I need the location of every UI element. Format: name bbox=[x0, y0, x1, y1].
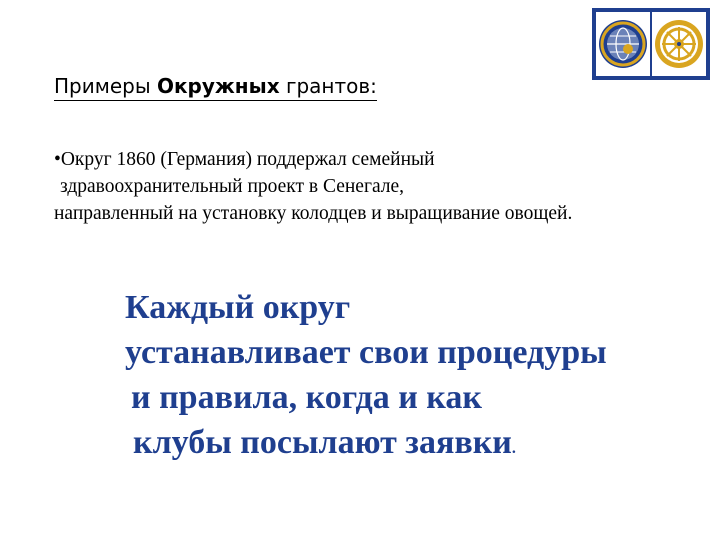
heading-suffix: грантов: bbox=[279, 74, 377, 98]
heading-prefix: Примеры bbox=[54, 74, 157, 98]
callout-period: . bbox=[511, 440, 516, 457]
heading-underline bbox=[54, 100, 377, 101]
bullet-line: направленный на установку колодцев и выращивание овощей. bbox=[54, 203, 573, 224]
slide-heading bbox=[54, 74, 377, 98]
bullet-text bbox=[54, 146, 572, 227]
bullet-line: •Округ 1860 (Германия) поддержал семейный bbox=[54, 149, 435, 170]
bullet-line: здравоохранительный проект в Сенегале, bbox=[60, 176, 405, 197]
globe-emblem-icon bbox=[599, 20, 647, 68]
heading-highlight: Окружных bbox=[156, 74, 280, 98]
callout-line-last bbox=[125, 420, 607, 471]
callout-text bbox=[125, 285, 607, 471]
callout-line: устанавливает свои процедуры bbox=[125, 334, 607, 371]
callout-line: Каждый округ bbox=[125, 289, 351, 326]
callout-line: и правила, когда и как bbox=[131, 379, 482, 416]
rotary-wheel-icon bbox=[655, 20, 703, 68]
callout-line: клубы посылают заявки bbox=[133, 424, 512, 461]
logo bbox=[592, 8, 710, 80]
